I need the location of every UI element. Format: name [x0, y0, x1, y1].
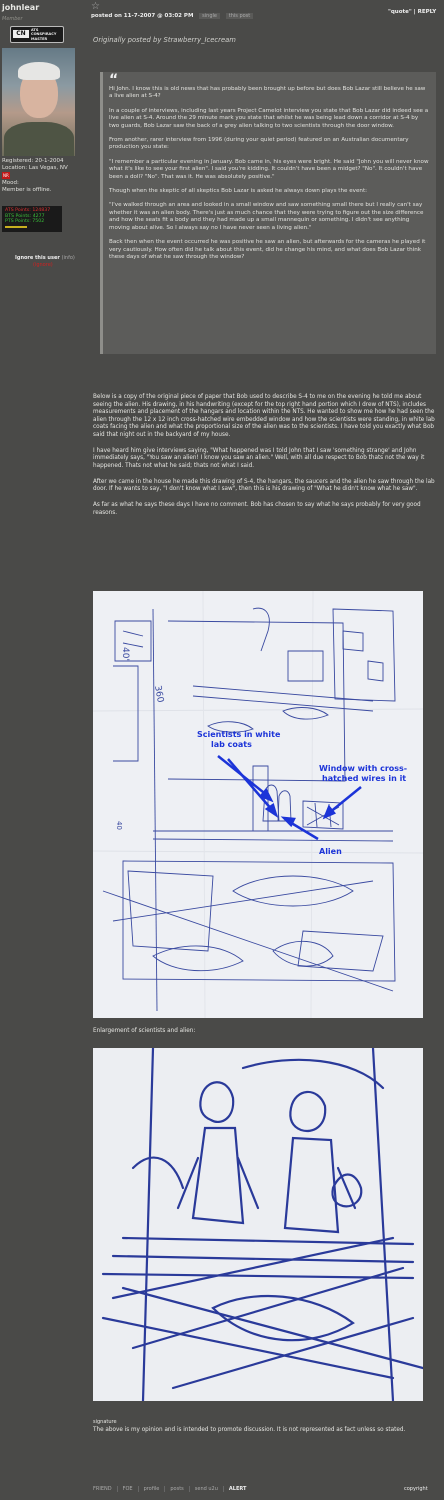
body-paragraph: As far as what he says these days I have no comment. Bob has chosen to say what he says probably for very good reasons. [93, 502, 421, 516]
signature-text: The above is my opinion and is intended to promote discussion. It is not represented as fact unless so stated. [93, 1427, 406, 1433]
post-body [93, 394, 435, 526]
annotation-window-2: hatched wires in it [322, 774, 407, 783]
quote-block [100, 72, 436, 354]
points-box [2, 206, 62, 232]
s4-drawing-svg [93, 591, 423, 1018]
signature-label: signature [93, 1419, 117, 1425]
ignore-user-link[interactable]: Ignore this user (info) [15, 255, 75, 261]
s4-drawing-image [93, 591, 423, 1018]
user-mood: Mood: [2, 180, 19, 186]
quote-paragraph: From another, rarer interview from 1996 (during your quiet period) featured on an Australian documentary production you state: [109, 137, 409, 151]
post-date: posted on 11-7-2007 @ 03:02 PM [91, 13, 194, 19]
quote-paragraph: Back then when the event occurred he was positive he saw an alien, but afterwards for the cameras he played it very cautiously. How often did he talk about this event, did he change his mind, and what does Bob Lazar think these days of what he saw through the window? [109, 239, 426, 260]
conspiracy-master-badge [10, 26, 64, 43]
send-u2u-link[interactable]: send u2u [195, 1486, 224, 1492]
quote-button[interactable]: "quote" [388, 9, 412, 15]
single-link[interactable]: single [199, 13, 220, 19]
enlargement-image [93, 1048, 423, 1401]
enlargement-svg [93, 1048, 423, 1401]
user-rank: Member [2, 16, 23, 22]
pts-points: PTS Points: 7502 [5, 219, 45, 224]
posts-link[interactable]: posts [170, 1486, 189, 1492]
annotation-scientists-2: lab coats [211, 740, 252, 749]
info-link[interactable]: (info) [61, 255, 75, 261]
user-meta [2, 158, 68, 194]
post-info [91, 13, 253, 19]
annotation-alien: Alien [319, 847, 342, 856]
measure-40ft: 40' [120, 647, 130, 661]
foe-link[interactable]: FOE [123, 1486, 139, 1492]
annotation-window-1: Window with cross- [319, 764, 408, 773]
ignore-note[interactable]: (ignore) [33, 262, 53, 268]
post-actions: "quote" | REPLY [388, 9, 437, 15]
body-paragraph: I have heard him give interviews saying, "What happened was I told John that I saw 'something strange' and John immediately says, "You saw an alien! I know you saw an alien." Well, with all due respect to Bob thats not the way it happened. Thats not what he said; thats not what I said. [93, 447, 425, 469]
profile-link[interactable]: profile [144, 1486, 166, 1492]
annotation-scientists-1: Scientists in white [197, 730, 281, 739]
enlargement-label: Enlargement of scientists and alien: [93, 1028, 196, 1034]
friend-link[interactable]: FRIEND [93, 1486, 118, 1492]
avatar[interactable] [2, 48, 75, 156]
badge-text: ATS CONSPIRACY MASTER [31, 28, 57, 41]
copyright-link[interactable]: copyright [404, 1486, 428, 1492]
star-icon[interactable]: ☆ [91, 1, 100, 12]
online-status: Member is offline. [2, 187, 52, 193]
alert-link[interactable]: ALERT [228, 1486, 247, 1492]
this-post-link[interactable]: this post [226, 13, 254, 19]
quote-mark-icon: “ [109, 72, 119, 88]
post-footer-links [93, 1486, 256, 1492]
bts-points: BTS Points: 4277 [5, 213, 45, 219]
cn-logo: CN [13, 30, 29, 38]
quote-paragraph: In a couple of interviews, including last years Project Camelot interview you state that Bob Lazar did indeed see a live alien at S-4. Around the 29 minute mark you state that whilst he was being lead down a corridor at S-4 by two guards, Bob Lazar saw the back of a grey alien talking to two scientists through the door window. [109, 107, 429, 129]
body-paragraph: After we came in the house he made this drawing of S-4, the hangars, the saucers and the alien he saw through the lab door. If he wants to say, "I don't know what I saw", then this is his drawing of "What he didn't know what he saw". [93, 478, 435, 492]
reply-button[interactable]: REPLY [417, 9, 437, 15]
quote-paragraph: "I remember a particular evening in January. Bob came in, his eyes were bright. He said "John you will never know what it's like to see your first alien". I said you're kidding. It couldn't have been a midget? "No". It couldn't have been a doll? "No". That was it. He was absolutely positive." [109, 158, 429, 180]
quote-paragraph: Hi John. I know this is old news that has probably been brought up before but does Bob Lazar still believe he saw a live alien at S-4? [109, 86, 426, 100]
quote-paragraph: Though when the skeptic of all skeptics Bob Lazar is asked he always down plays the event: [109, 188, 368, 195]
user-location: Location: Las Vegas, NV [2, 165, 68, 171]
quote-attribution: Originally posted by Strawberry_Icecream [93, 36, 236, 44]
body-paragraph: Below is a copy of the original piece of paper that Bob used to describe S-4 to me on the evening he told me about seeing the alien. His drawing, in his handwriting (except for the top right hand portion which I drew of NTS), includes measurements and placement of the hangars and location within the NTS. He wanted to show me how he had seen the alien through the 12 x 12 inch cross-hatched wire embedded window and how the scientists were standing, in white lab coats facing the alien and what the proportional size of the alien was to the scientists. I have told you exactly what Bob said that night out in the backyard of my house. [93, 394, 435, 438]
points-bar [5, 226, 27, 228]
no-reply-badge: NR [3, 173, 9, 178]
ats-points: ATS Points: 124837 [5, 208, 51, 213]
registered-date: Registered: 20-1-2004 [2, 158, 64, 164]
measure-40: 40 [115, 821, 123, 830]
quote-paragraph: "I've walked through an area and looked in a small window and saw something small there but I really can't say whether it was an alien body. There's just as much chance that they were trying to figure out the size difference and how the seats fit a body and they had made up a small mannequin or something. I didn't see anything moving about alive. So I always say no I have never seen a living alien." [109, 202, 424, 231]
measure-360: 360 [152, 684, 165, 704]
username[interactable]: johnlear [2, 3, 40, 12]
